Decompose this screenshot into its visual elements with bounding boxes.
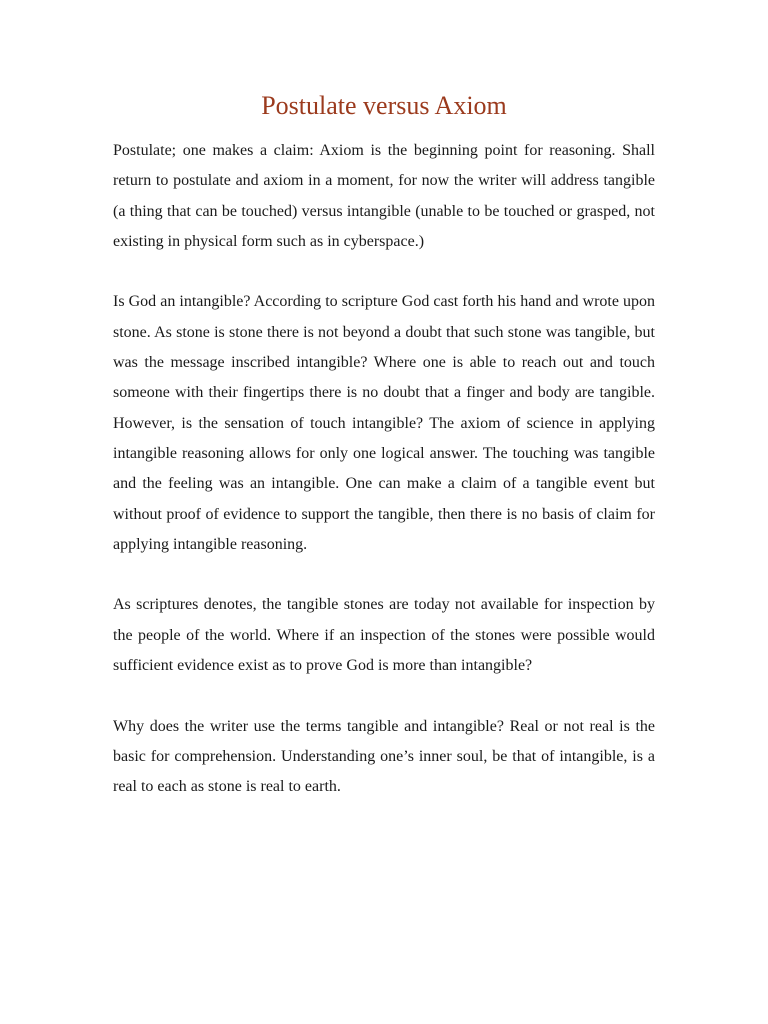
document-body [113,136,655,833]
paragraph-1: Postulate; one makes a claim: Axiom is the beginning point for reasoning. Shall return to postulate and axiom in a moment, for now the writer will address tangible (a thing that can be touched) versus intangible (unable to be touched or grasped, not existing in physical form such as in cyberspace.) [113,142,655,250]
paragraph-3: As scriptures denotes, the tangible stones are today not available for inspection by the people of the world. Where if an inspection of the stones were possible would sufficient evidence exist as to prove God is more than intangible? [113,596,655,675]
document-title: Postulate versus Axiom [261,91,507,120]
paragraph-2: Is God an intangible? According to scripture God cast forth his hand and wrote upon stone. As stone is stone there is not beyond a doubt that such stone was tangible, but was the message inscribed intangible? Where one is able to reach out and touch someone with their fingertips there is no doubt that a finger and body are tangible. However, is the sensation of touch intangible? The axiom of science in applying intangible reasoning allows for only one logical answer. The touching was tangible and the feeling was an intangible. One can make a claim of a tangible event but without proof of evidence to support the tangible, then there is no basis of claim for applying intangible reasoning. [113,293,655,553]
paragraph-4: Why does the writer use the terms tangible and intangible? Real or not real is the basic for comprehension. Understanding one’s inner soul, be that of intangible, is a real to each as stone is real to earth. [113,717,655,796]
